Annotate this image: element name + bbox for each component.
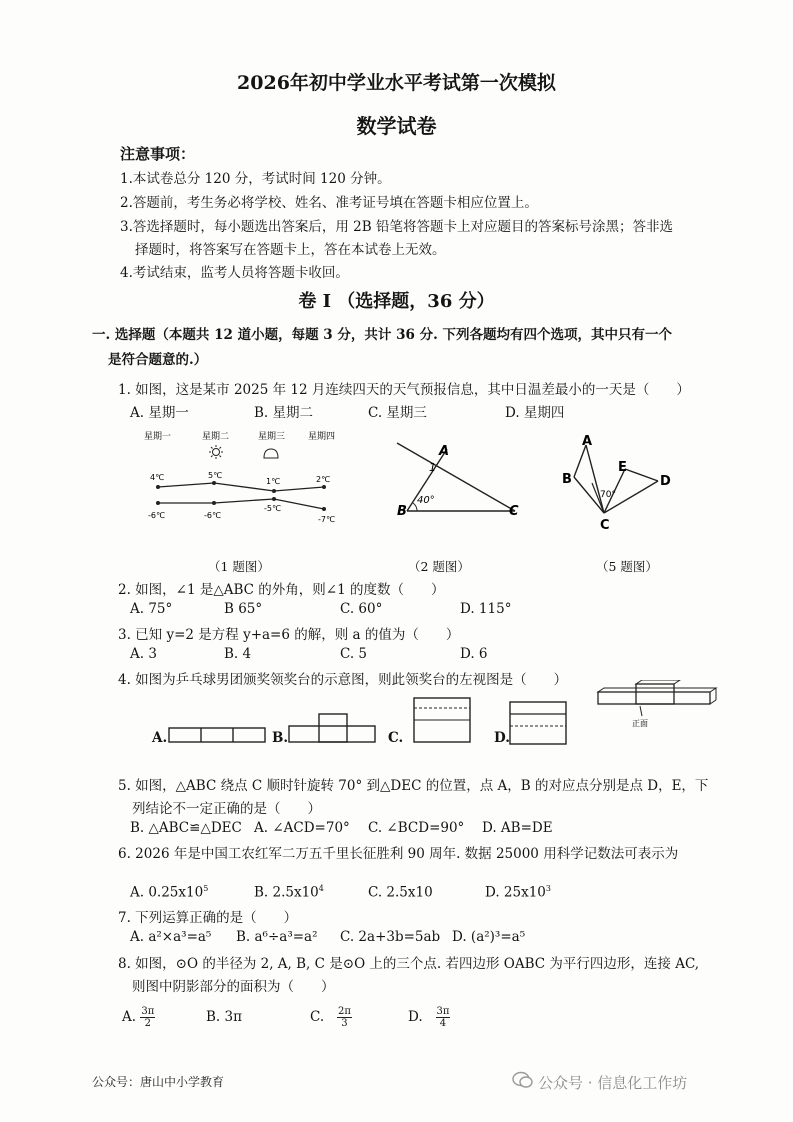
sun-icon — [209, 445, 223, 459]
question-1-option-d: D. 星期四 — [505, 405, 565, 421]
weather-low: -7℃ — [318, 515, 335, 524]
note-item: 3.答选择题时，每小题选出答案后，用 2B 铅笔将答题卡上对应题目的答案标号涂黑；答非选 — [120, 219, 673, 235]
question-3-stem: 3. 已知 y=2 是方程 y+a=6 的解，则 a 的值为（ ） — [118, 627, 460, 643]
question-4-option-a: A. — [152, 730, 168, 746]
weather-low: -6℃ — [204, 511, 221, 520]
question-6-option-b: B. $2.5x10^4$ — [254, 884, 324, 901]
question-5-option-c: C. ∠BCD=90° — [368, 820, 465, 836]
angle-40-label: 40° — [417, 495, 435, 506]
question-6-option-c: C. 2.5x10 — [368, 884, 433, 901]
question-4-option-c: C. — [388, 730, 404, 746]
note-item: 择题时，将答案写在答题卡上，答在本试卷上无效。 — [135, 242, 446, 258]
question-4-stem: 4. 如图为乒乓球男团颁奖领奖台的示意图，则此领奖台的左视图是（ ） — [118, 672, 568, 688]
notes-heading: 注意事项： — [120, 145, 196, 163]
note-item: 4.考试结束，监考人员将答题卡收回。 — [120, 265, 349, 281]
weather-low: -5℃ — [264, 504, 281, 513]
point-a-label: A — [582, 435, 593, 449]
figure-5-rotation — [560, 435, 680, 535]
weather-high: 5℃ — [208, 471, 223, 480]
question-5-option-a: A. ∠ACD=70° — [254, 820, 350, 836]
question-2-stem: 2. 如图，∠1 是△ABC 的外角，则∠1 的度数（ ） — [118, 582, 445, 598]
question-4-option-d: D. — [494, 730, 510, 746]
section-title: 卷 I （选择题，36 分） — [298, 291, 495, 312]
question-7-option-c: C. 2a+3b=5ab — [340, 929, 441, 945]
question-4-option-b: B. — [272, 730, 289, 746]
note-item: 1.本试卷总分 120 分，考试时间 120 分钟。 — [120, 171, 391, 187]
point-e-label: E — [618, 460, 627, 475]
question-1-option-b: B. 星期二 — [254, 405, 314, 421]
figure-1-caption: （1 题图） — [208, 559, 270, 574]
section-instruction: 一. 选择题（本题共 12 道小题，每题 3 分，共计 36 分. 下列各题均有四个选项，其中只有一个 — [92, 327, 672, 343]
question-5-option-b: B. △ABC≌△DEC — [130, 820, 242, 836]
question-5-stem: 5. 如图，△ABC 绕点 C 顺时针旋转 70° 到△DEC 的位置，点 A，B 的对应点分别是点 D，E，下 — [118, 778, 709, 794]
front-label: 正面 — [632, 719, 648, 728]
question-8-option-d: D. $\frac{3\pi}{4}$ — [408, 1006, 450, 1029]
question-7-option-a: A. a²×a³=a⁵ — [130, 929, 212, 945]
question-1-option-c: C. 星期三 — [368, 405, 427, 421]
weather-high: 1℃ — [266, 477, 281, 486]
high-temp-line — [158, 483, 324, 491]
weather-day: 星期三 — [258, 432, 286, 442]
weather-low: -6℃ — [148, 511, 165, 520]
question-5-stem-2: 列结论不一定正确的是（ ） — [132, 801, 321, 817]
angle-70-label: 70° — [600, 490, 616, 500]
figure-2-triangle — [395, 435, 530, 525]
question-1-option-a: A. 星期一 — [130, 405, 189, 421]
figure-2-caption: （2 题图） — [408, 559, 470, 574]
question-3-option-a: A. 3 — [130, 646, 157, 662]
point-a-label: A — [439, 444, 450, 459]
exam-subtitle: 数学试卷 — [356, 114, 437, 138]
question-5-option-d: D. AB=DE — [482, 820, 553, 836]
q4-option-b-figure — [288, 712, 378, 744]
cloud-icon — [264, 449, 278, 458]
figure-5-caption: （5 题图） — [596, 559, 658, 574]
exam-title: 2026年初中学业水平考试第一次模拟 — [237, 72, 556, 94]
question-7-option-d: D. (a²)³=a⁵ — [452, 929, 526, 945]
question-3-option-d: D. 6 — [460, 646, 488, 662]
q4-option-d-figure — [508, 698, 570, 748]
watermark-text: 公众号 · 信息化工作坊 — [538, 1074, 688, 1092]
q4-option-c-figure — [412, 696, 474, 746]
question-8-option-b: B. 3π — [206, 1009, 242, 1025]
point-b-label: B — [562, 472, 572, 487]
figure-4-podium — [592, 680, 722, 730]
question-6-stem: 6. 2026 年是中国工农红军二万五千里长征胜利 90 周年. 数据 25000 用科学记数法可表示为 — [118, 846, 679, 862]
weather-day: 星期一 — [144, 432, 172, 442]
question-8-option-c: C. $\frac{2\pi}{3}$ — [310, 1006, 351, 1029]
point-c-label: C — [509, 504, 519, 519]
weather-day: 星期二 — [202, 432, 230, 442]
figure-1-weather — [138, 425, 348, 525]
question-8-stem-2: 则图中阴影部分的面积为（ ） — [132, 979, 335, 995]
question-2-option-c: C. 60° — [340, 601, 383, 617]
question-7-option-b: B. a⁶÷a³=a² — [236, 929, 318, 945]
question-2-option-a: A. 75° — [130, 601, 173, 617]
question-2-option-d: D. 115° — [460, 601, 512, 617]
point-c-label: C — [600, 518, 610, 533]
footer-account: 公众号：唐山中小学教育 — [92, 1075, 225, 1089]
question-2-option-b: B 65° — [224, 601, 263, 617]
question-3-option-c: C. 5 — [340, 646, 368, 662]
question-8-stem: 8. 如图，⊙O 的半径为 2, A, B, C 是⊙O 上的三个点. 若四边形 OABC 为平行四边形，连接 AC, — [118, 956, 700, 972]
question-8-option-a: A. $\frac{3\pi}{2}$ — [122, 1006, 155, 1029]
question-6-option-d: D. $25x10^3$ — [485, 884, 551, 901]
weather-high: 4℃ — [150, 473, 165, 482]
question-3-option-b: B. 4 — [224, 646, 252, 662]
note-item: 2.答题前，考生务必将学校、姓名、准考证号填在答题卡相应位置上。 — [120, 195, 538, 211]
weather-high: 2℃ — [316, 475, 331, 484]
question-7-stem: 7. 下列运算正确的是（ ） — [118, 910, 298, 926]
point-b-label: B — [397, 504, 407, 519]
question-6-option-a: A. $0.25x10^5$ — [130, 884, 209, 901]
angle-1-label: 1 — [429, 461, 436, 474]
question-1-stem: 1. 如图，这是某市 2025 年 12 月连续四天的天气预报信息，其中日温差最小的一天是（ ） — [118, 382, 690, 398]
point-d-label: D — [660, 474, 671, 489]
weather-day: 星期四 — [308, 432, 336, 442]
q4-option-a-figure — [168, 726, 268, 746]
low-temp-line — [158, 499, 324, 509]
section-instruction: 是符合题意的.） — [108, 352, 208, 368]
wechat-icon — [512, 1070, 534, 1090]
